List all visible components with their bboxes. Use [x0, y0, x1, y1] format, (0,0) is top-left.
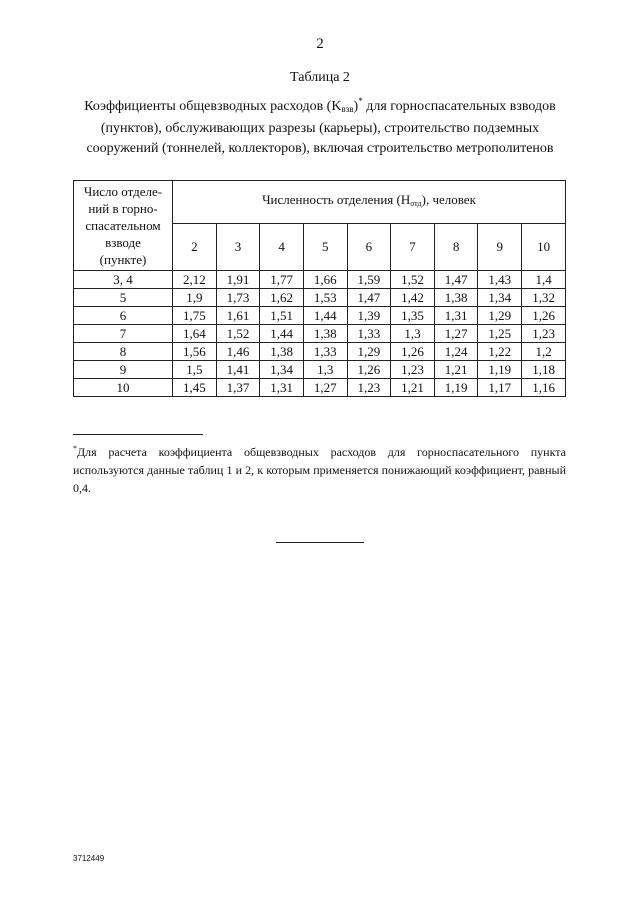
row-label-cell: 6: [74, 307, 173, 325]
title-text-rest: для горноспасательных взводов (пунктов), обслуживающих разрезы (карьеры), строительство подземных сооружений (тоннелей, коллекторов), включая строительство метрополитенов: [86, 99, 556, 156]
value-cell: 1,27: [434, 325, 478, 343]
value-cell: 1,91: [216, 271, 260, 289]
value-cell: 1,23: [522, 325, 566, 343]
value-cell: 1,3: [303, 361, 347, 379]
value-cell: 1,46: [216, 343, 260, 361]
value-cell: 1,16: [522, 379, 566, 397]
value-cell: 1,5: [173, 361, 217, 379]
value-cell: 1,56: [173, 343, 217, 361]
value-cell: 1,75: [173, 307, 217, 325]
value-cell: 1,33: [303, 343, 347, 361]
value-cell: 1,4: [522, 271, 566, 289]
value-cell: 1,29: [478, 307, 522, 325]
value-cell: 1,18: [522, 361, 566, 379]
span-header-cell: [173, 181, 566, 224]
value-cell: 1,73: [216, 289, 260, 307]
value-cell: 1,29: [347, 343, 391, 361]
value-cell: 1,32: [522, 289, 566, 307]
column-header-cell: 5: [303, 223, 347, 270]
footnote: [73, 440, 566, 497]
coefficients-table: [73, 180, 566, 397]
row-label-cell: 9: [74, 361, 173, 379]
page-number: 2: [316, 36, 324, 52]
value-cell: 1,26: [522, 307, 566, 325]
table-row: [74, 361, 566, 379]
value-cell: 1,23: [347, 379, 391, 397]
value-cell: 1,27: [303, 379, 347, 397]
value-cell: 1,19: [434, 379, 478, 397]
value-cell: 1,42: [391, 289, 435, 307]
column-header-cell: 10: [522, 223, 566, 270]
table-title: [70, 91, 570, 159]
row-label-cell: 5: [74, 289, 173, 307]
value-cell: 1,51: [260, 307, 304, 325]
value-cell: 1,9: [173, 289, 217, 307]
value-cell: 1,64: [173, 325, 217, 343]
corner-header-line: спасательном: [85, 218, 161, 233]
title-text-pre: Коэффициенты общевзводных расходов (K: [84, 99, 342, 114]
value-cell: 1,52: [391, 271, 435, 289]
corner-header-line: Число отделе-: [83, 184, 163, 199]
table-row: [74, 307, 566, 325]
value-cell: 1,59: [347, 271, 391, 289]
corner-header-line: взводе: [105, 235, 141, 250]
column-header-cell: 8: [434, 223, 478, 270]
title-text-post: ): [353, 99, 359, 114]
span-header-pre: Численность отделения (Н: [262, 192, 411, 208]
row-label-cell: 7: [74, 325, 173, 343]
value-cell: 1,21: [434, 361, 478, 379]
table-header-row: [74, 181, 566, 224]
value-cell: 1,43: [478, 271, 522, 289]
value-cell: 1,34: [478, 289, 522, 307]
value-cell: 1,44: [303, 307, 347, 325]
value-cell: 1,31: [260, 379, 304, 397]
value-cell: 1,26: [347, 361, 391, 379]
title-subscript: взв: [341, 104, 354, 114]
table-row: [74, 325, 566, 343]
value-cell: 1,21: [391, 379, 435, 397]
corner-header-cell: [74, 181, 173, 271]
value-cell: 1,38: [303, 325, 347, 343]
value-cell: 1,61: [216, 307, 260, 325]
value-cell: 1,35: [391, 307, 435, 325]
value-cell: 1,47: [434, 271, 478, 289]
value-cell: 1,33: [347, 325, 391, 343]
table-label: Таблица 2: [290, 70, 350, 85]
row-label-cell: 10: [74, 379, 173, 397]
value-cell: 1,38: [260, 343, 304, 361]
value-cell: 1,38: [434, 289, 478, 307]
value-cell: 1,37: [216, 379, 260, 397]
value-cell: 1,17: [478, 379, 522, 397]
value-cell: 1,3: [391, 325, 435, 343]
value-cell: 1,45: [173, 379, 217, 397]
footnote-text: Для расчета коэффициента общевзводных расходов для горноспасательного пункта используются данные таблиц 1 и 2, к которым применяется понижающий коэффициент, равный 0,4.: [73, 445, 566, 495]
value-cell: 1,25: [478, 325, 522, 343]
value-cell: 1,19: [478, 361, 522, 379]
column-header-cell: 3: [216, 223, 260, 270]
column-header-cell: 6: [347, 223, 391, 270]
value-cell: 1,47: [347, 289, 391, 307]
value-cell: 2,12: [173, 271, 217, 289]
column-header-cell: 7: [391, 223, 435, 270]
value-cell: 1,66: [303, 271, 347, 289]
column-header-cell: 4: [260, 223, 304, 270]
value-cell: 1,52: [216, 325, 260, 343]
value-cell: 1,39: [347, 307, 391, 325]
value-cell: 1,2: [522, 343, 566, 361]
row-label-cell: 8: [74, 343, 173, 361]
value-cell: 1,24: [434, 343, 478, 361]
value-cell: 1,26: [391, 343, 435, 361]
corner-header-line: ний в горно-: [88, 201, 158, 216]
column-header-cell: 2: [173, 223, 217, 270]
span-header-subscript: отд: [410, 199, 422, 209]
value-cell: 1,31: [434, 307, 478, 325]
table-row: [74, 271, 566, 289]
document-number: 3712449: [73, 854, 105, 863]
table-row: [74, 343, 566, 361]
table-row: [74, 289, 566, 307]
value-cell: 1,22: [478, 343, 522, 361]
value-cell: 1,34: [260, 361, 304, 379]
end-separator: [276, 542, 364, 543]
corner-header-line: (пункте): [99, 252, 147, 267]
value-cell: 1,53: [303, 289, 347, 307]
value-cell: 1,41: [216, 361, 260, 379]
table-row: [74, 379, 566, 397]
value-cell: 1,62: [260, 289, 304, 307]
column-header-cell: 9: [478, 223, 522, 270]
value-cell: 1,77: [260, 271, 304, 289]
row-label-cell: 3, 4: [74, 271, 173, 289]
footnote-separator: [73, 434, 203, 435]
span-header-post: ), человек: [421, 192, 476, 208]
title-footnote-mark: *: [358, 96, 363, 106]
value-cell: 1,23: [391, 361, 435, 379]
value-cell: 1,44: [260, 325, 304, 343]
footnote-mark: *: [73, 444, 77, 453]
